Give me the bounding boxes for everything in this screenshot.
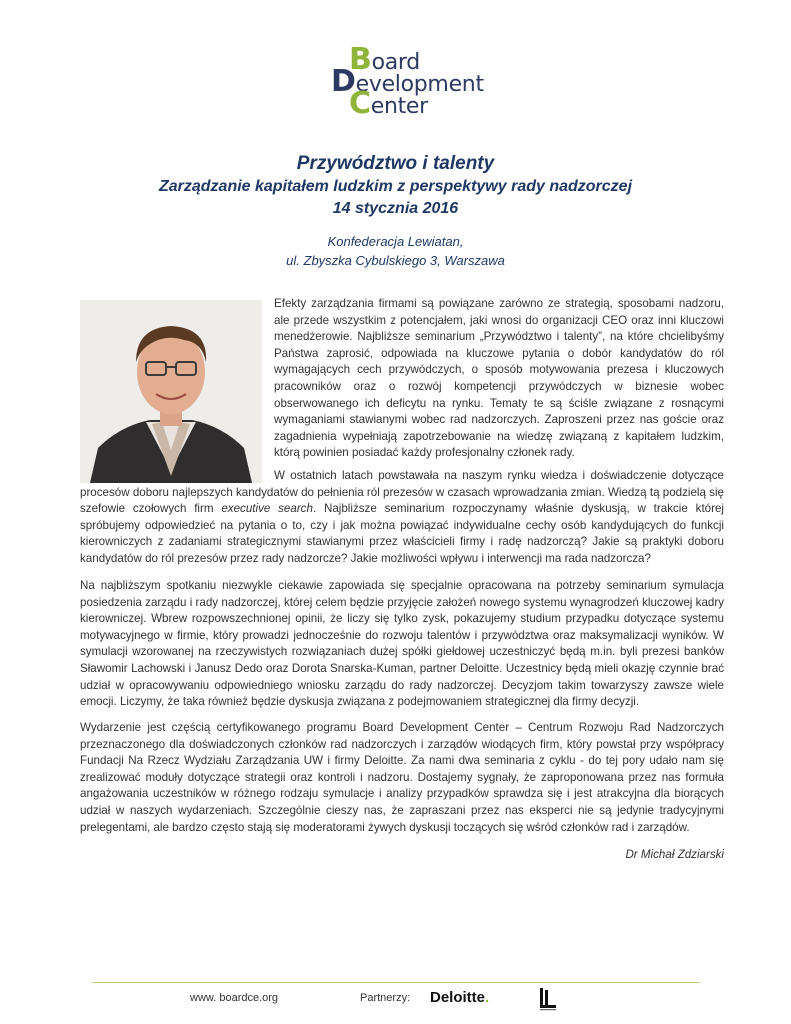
- event-date: 14 stycznia 2016: [332, 200, 459, 217]
- footer-partners-label: Partnerzy:: [360, 992, 411, 1004]
- document-header: [0, 152, 791, 220]
- logo-line-board: Board: [349, 42, 420, 77]
- board-development-center-logo: [331, 44, 491, 120]
- emphasis-executive-search: executive search: [221, 502, 313, 516]
- event-subtitle: Zarządzanie kapitałem ludzkim z perspektywy rady nadzorczej: [158, 178, 633, 195]
- footer-divider: [92, 982, 700, 983]
- portrait-illustration: [80, 300, 262, 483]
- portrait-photo: [80, 300, 262, 483]
- intro-paragraph: Efekty zarządzania firmami są powiązane zarówno ze strategią, sposobami nadzoru, ale przede wszystkim z potencjałem, jaki wnosi do organizacji CEO oraz inni kluczowi menedżerowie. Najbliższe seminarium „Przywództwo i talenty”, na które chcielibyśmy Państwa zaprosić, odpowiada na kluczowe pytania o dobór kandydatów do ról wymagających cech przywódczych, o sposób motywowania prezesa i kluczowych pracowników oraz o rozwój kompetencji przywódczych w biznesie wobec obserwowanego ich deficytu na rynku. Tematy te są ściśle związane z rosnącymi wymaganiami stawianymi wobec rad nadzorczych. Zaproszeni przez nas goście oraz zagadnienia wypełniają zapotrzebowanie na wiedzę związaną z kapitałem ludzkim, którą powinien posiadać każdy profesjonalny członek rady.: [274, 297, 724, 460]
- paragraph-simulation: Na najbliższym spotkaniu niezwykle ciekawie zapowiada się specjalnie opracowana na potrzeby seminarium symulacja posiedzenia zarządu i rady nadzorczej, której celem będzie przyjęcie założeń nowego systemu wynagrodzeń kluczowej kadry kierowniczej. Wbrew rozpowszechnionej opinii, że liczy się tylko zysk, pokazujemy studium przypadku dotyczące systemu motywacyjnego w firmie, który prowadzi jednocześnie do rozwoju talentów i przywództwa oraz maksymalizacji wyników. W symulacji wzorowanej na rzeczywistych rozwiązaniach dużej spółki giełdowej uczestniczyć będą m.in. byli prezesi banków Sławomir Lachowski i Janusz Dedo oraz Dorota Snarska-Kuman, partner Deloitte. Uczestnicy będą mieli okazję czynnie brać udział w opracowywaniu odpowiedniego wniosku zarządu do rady nadzorczej. Decyzjom takim towarzyszy zawsze wiele emocji. Liczymy, że taka również będzie dyskusja związana z podejmowaniem strategicznej dla firmy decyzji.: [80, 579, 724, 709]
- venue-name: Konfederacja Lewiatan,: [327, 234, 464, 249]
- logo-line-center: Center: [349, 86, 428, 121]
- paragraph-program: Wydarzenie jest częścią certyfikowanego programu Board Development Center – Centrum Rozwoju Rad Nadzorczych przeznaczonego dla doświadczonych członków rad nadzorczych i zarządów wiodących firm, który powstał przy współpracy Fundacji Na Rzecz Wydziału Zarządzania UW i firmy Deloitte. Za nami dwa seminaria z cyklu - do tej pory udało nam się zrealizować moduły dotyczące strategii oraz kontroli i nadzoru. Dostajemy sygnały, że zaproponowana przez nas formuła angażowania uczestników w różnego rodzaju symulacje i analizy przypadków sprawdza się i jest atrakcyjna dla biorących udział w naszych wydarzeniach. Szczególnie cieszy nas, że zapraszani przez nas eksperci nie są jedynie tradycyjnymi prelegentami, ale bardzo często stają się moderatorami żywych dyskusji toczących się wśród członków rad i zarządów.: [80, 721, 724, 834]
- signature: Dr Michał Zdziarski: [625, 848, 724, 861]
- deloitte-logo: Deloitte.: [430, 989, 490, 1006]
- event-venue: [0, 232, 791, 270]
- footer-website-link[interactable]: www. boardce.org: [190, 992, 279, 1004]
- lewiatan-logo: [538, 986, 558, 1012]
- venue-address: ul. Zbyszka Cybulskiego 3, Warszawa: [286, 253, 505, 268]
- event-title: Przywództwo i talenty: [296, 153, 495, 174]
- paragraph-leadership-selection: W ostatnich latach powstawała na naszym rynku wiedza i doświadczenie dotyczące procesów doboru najlepszych kandydatów do pełnienia ról prezesów w czasach wprowadzania zmian. Wiedzą tą podzielą się szefowie czołowych firm executive search. Najbliższe seminarium rozpoczynamy właśnie dyskusją, w trakcie której spróbujemy odpowiedzieć na pytania o to, czy i jak można powiązać indywidualne cechy osób kandydujących do funkcji kierowniczych z zadaniami strategicznymi stawianymi przez właścicieli firmy i radę nadzorczą? Jakie są praktyki doboru kandydatów do ról prezesów przez rady nadzorcze? Jakie możliwości wpływu i interwencji ma rada nadzorcza?: [80, 469, 724, 565]
- logo-line-development: Development: [331, 64, 484, 99]
